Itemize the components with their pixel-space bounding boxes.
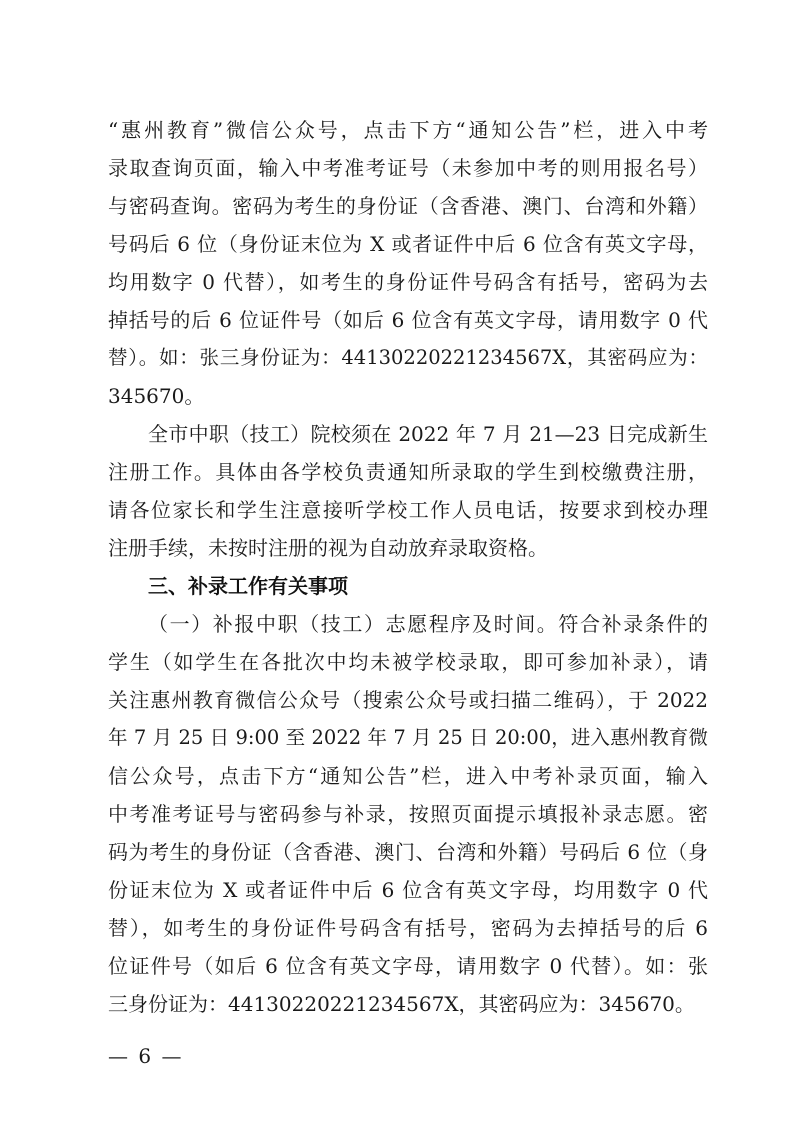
paragraph-2-line-3: 请各位家长和学生注意接听学校工作人员电话，按要求到校办理	[108, 498, 708, 522]
paragraph-3-line-5: 信公众号，点击下方“通知公告”栏，进入中考补录页面，输入	[108, 764, 708, 788]
paragraph-1-line-1: “惠州教育”微信公众号，点击下方“通知公告”栏，进入中考	[108, 118, 708, 142]
paragraph-3-line-9: 替），如考生的身份证件号码含有括号，密码为去掉括号的后 6	[108, 916, 708, 940]
paragraph-2-line-2: 注册工作。具体由各学校负责通知所录取的学生到校缴费注册，	[108, 460, 708, 484]
section-heading: 三、补录工作有关事项	[148, 574, 348, 598]
page-number: — 6 —	[108, 1044, 184, 1068]
paragraph-3-line-2: 学生（如学生在各批次中均未被学校录取，即可参加补录），请	[108, 650, 708, 674]
paragraph-3-line-10: 位证件号（如后 6 位含有英文字母，请用数字 0 代替）。如：张	[108, 954, 708, 978]
paragraph-1-line-3: 与密码查询。密码为考生的身份证（含香港、澳门、台湾和外籍）	[108, 194, 708, 218]
paragraph-3-line-1: （一）补报中职（技工）志愿程序及时间。符合补录条件的	[148, 612, 708, 636]
paragraph-1-line-2: 录取查询页面，输入中考准考证号（未参加中考的则用报名号）	[108, 156, 708, 180]
paragraph-2-line-4: 注册手续，未按时注册的视为自动放弃录取资格。	[108, 536, 548, 560]
paragraph-2-line-1: 全市中职（技工）院校须在 2022 年 7 月 21—23 日完成新生	[148, 422, 708, 446]
paragraph-1-line-8: 345670。	[108, 384, 205, 408]
paragraph-3-line-4: 年 7 月 25 日 9:00 至 2022 年 7 月 25 日 20:00，进入惠州教育微	[108, 726, 708, 749]
paragraph-3-line-11: 三身份证为：44130220221234567X，其密码应为：345670。	[108, 992, 695, 1016]
paragraph-1-line-6: 掉括号的后 6 位证件号（如后 6 位含有英文字母，请用数字 0 代	[108, 308, 708, 332]
paragraph-1-line-7: 替）。如：张三身份证为：44130220221234567X，其密码应为：	[108, 346, 708, 369]
paragraph-1-line-4: 号码后 6 位（身份证末位为 X 或者证件中后 6 位含有英文字母，	[108, 232, 708, 256]
paragraph-1-line-5: 均用数字 0 代替），如考生的身份证件号码含有括号，密码为去	[108, 270, 708, 294]
paragraph-3-line-6: 中考准考证号与密码参与补录，按照页面提示填报补录志愿。密	[108, 802, 708, 826]
paragraph-3-line-3: 关注惠州教育微信公众号（搜索公众号或扫描二维码），于 2022	[108, 688, 708, 712]
paragraph-3-line-7: 码为考生的身份证（含香港、澳门、台湾和外籍）号码后 6 位（身	[108, 840, 708, 864]
paragraph-3-line-8: 份证末位为 X 或者证件中后 6 位含有英文字母，均用数字 0 代	[108, 878, 708, 902]
